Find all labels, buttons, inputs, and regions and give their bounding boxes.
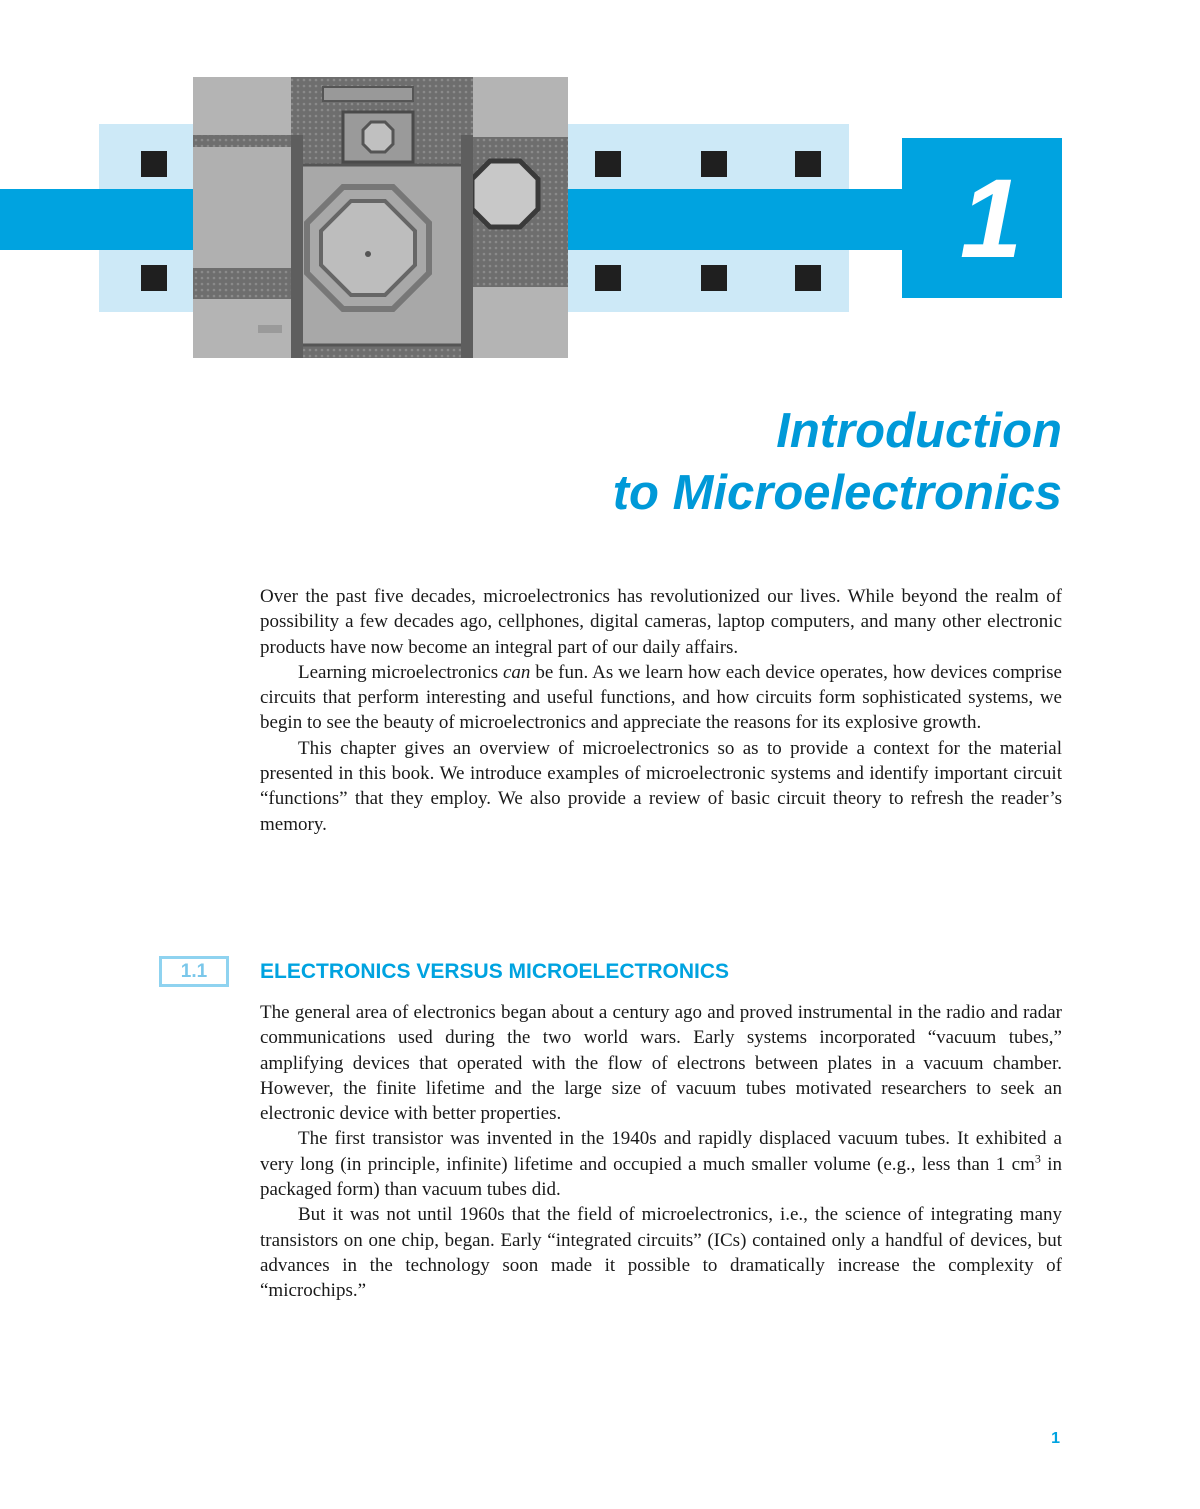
- intro-p2-emphasis: can: [503, 661, 531, 683]
- section-paragraph-3: But it was not until 1960s that the field of microelectronics, i.e., the science of integrating many transistors on one chip, began. Early “integrated circuits” (ICs) contained only a handful of devices, but advances in the technology soon made it possible to dramatically increase the complexity of “microchips.”: [260, 1204, 1062, 1302]
- header-square-icon: [595, 151, 621, 177]
- section-paragraph-2: [260, 1126, 1062, 1202]
- header-square-icon: [141, 151, 167, 177]
- header-square-icon: [701, 265, 727, 291]
- section-title: ELECTRONICS VERSUS MICROELECTRONICS: [260, 960, 730, 983]
- section-paragraph-1: The general area of electronics began about a century ago and proved instrumental in the radio and radar communications used during the two world wars. Early systems incorporated “vacuum tubes,” amplifying devices that operated with the flow of electrons between plates in a vacuum chamber. However, the finite lifetime and the large size of vacuum tubes motivated researchers to seek an electronic device with better properties.: [260, 1002, 1062, 1125]
- intro-paragraph-3: This chapter gives an overview of microelectronics so as to provide a context for the material presented in this book. We introduce examples of microelectronic systems and identify important circuit “functions” that they employ. We also provide a review of basic circuit theory to refresh the reader’s memory.: [260, 737, 1062, 835]
- intro-p2-end: be fun. As we learn how each device operates, how devices comprise circuits that perform interesting and useful functions, and how circuits form sophisticated systems, we begin to see the beauty of microelectronics and appreciate the reasons for its explosive growth.: [260, 661, 1062, 734]
- intro-paragraph-1: Over the past five decades, microelectronics has revolutionized our lives. While beyond the realm of possibility a few decades ago, cellphones, digital cameras, laptop computers, and many other electronic products have now become an integral part of our daily affairs.: [260, 586, 1062, 658]
- header-square-icon: [795, 151, 821, 177]
- section-p2-end: in packaged form) than vacuum tubes did.: [260, 1153, 1062, 1201]
- chapter-number: 1: [902, 138, 1062, 298]
- header-square-icon: [141, 265, 167, 291]
- chapter-title-line2: to Microelectronics: [612, 466, 1062, 520]
- intro-text: [260, 584, 1062, 837]
- header-square-icon: [701, 151, 727, 177]
- page-number: 1: [1051, 1430, 1060, 1447]
- chip-micrograph-image: [193, 77, 568, 358]
- section-p2-start: The first transistor was invented in the 1940s and rapidly displaced vacuum tubes. It exhibited a very long (in principle, infinite) lifetime and occupied a much smaller volume (e.g., less than 1 cm: [260, 1128, 1062, 1175]
- chapter-title: [613, 400, 1062, 524]
- header-square-icon: [595, 265, 621, 291]
- intro-p2-start: Learning microelectronics: [298, 661, 503, 683]
- chapter-title-line1: Introduction: [776, 404, 1062, 458]
- section-text: [260, 1000, 1062, 1304]
- superscript-3: 3: [1034, 1151, 1041, 1166]
- intro-paragraph-2: [260, 660, 1062, 736]
- section-number-badge: 1.1: [159, 956, 229, 987]
- header-square-icon: [795, 265, 821, 291]
